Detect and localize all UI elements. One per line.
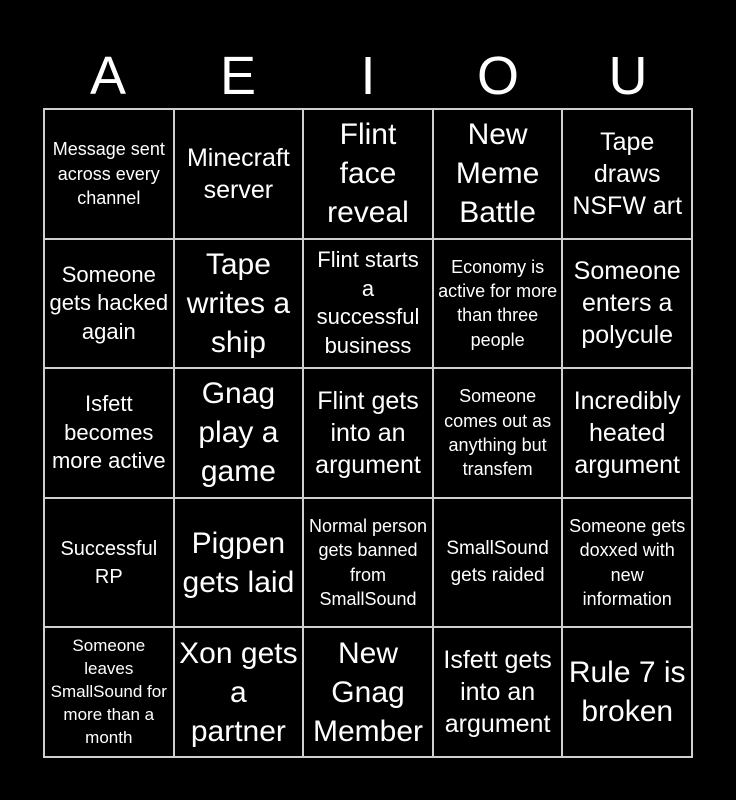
cell-text: Normal person gets banned from SmallSound <box>308 516 428 609</box>
bingo-cell[interactable] <box>303 627 433 757</box>
cell-text: Tape writes a ship <box>186 247 291 359</box>
bingo-cell[interactable] <box>433 627 563 757</box>
header-letter-e: E <box>219 46 257 106</box>
bingo-cell[interactable] <box>433 239 563 369</box>
bingo-cell[interactable] <box>562 627 692 757</box>
bingo-cell[interactable] <box>303 239 433 369</box>
bingo-board <box>43 108 693 758</box>
bingo-cell[interactable] <box>303 498 433 628</box>
bingo-cell[interactable] <box>174 627 304 757</box>
bingo-cell[interactable] <box>174 239 304 369</box>
bingo-cell[interactable] <box>174 109 304 239</box>
cell-text: Xon gets a partner <box>179 636 298 748</box>
cell-text: Flint starts a successful business <box>316 247 420 358</box>
bingo-cell[interactable] <box>174 368 304 498</box>
cell-text: Incredibly heated argument <box>573 386 681 479</box>
bingo-cell[interactable] <box>562 368 692 498</box>
bingo-cell[interactable] <box>303 368 433 498</box>
header-letter-o: O <box>476 46 519 106</box>
cell-text: Someone comes out as anything but transfem <box>444 386 552 480</box>
cell-text: Someone leaves SmallSound for more than a month <box>50 635 167 747</box>
cell-text: Successful RP <box>60 537 158 588</box>
cell-text: Flint gets into an argument <box>315 386 421 479</box>
bingo-header <box>43 44 693 108</box>
bingo-cell[interactable] <box>44 368 174 498</box>
header-letter-a: A <box>89 46 127 106</box>
bingo-cell[interactable] <box>303 109 433 239</box>
header-letter-i: I <box>360 46 376 106</box>
header-letter-u: U <box>608 46 648 106</box>
bingo-cell[interactable] <box>44 498 174 628</box>
cell-text: SmallSound gets raided <box>446 538 549 586</box>
bingo-cell[interactable] <box>174 498 304 628</box>
cell-text: Minecraft server <box>186 143 290 204</box>
bingo-cell[interactable] <box>44 627 174 757</box>
cell-text: Economy is active for more than three people <box>438 256 558 350</box>
bingo-cell[interactable] <box>433 109 563 239</box>
bingo-cell[interactable] <box>433 368 563 498</box>
cell-text: Tape draws NSFW art <box>572 127 683 220</box>
cell-text: Isfett gets into an argument <box>443 646 552 739</box>
cell-text: Isfett becomes more active <box>51 391 166 474</box>
cell-text: New Gnag Member <box>312 636 423 748</box>
bingo-cell[interactable] <box>44 239 174 369</box>
cell-text: Someone enters a polycule <box>573 257 681 350</box>
bingo-cell[interactable] <box>562 498 692 628</box>
bingo-cell[interactable] <box>562 239 692 369</box>
cell-text: Flint face reveal <box>327 118 409 230</box>
bingo-cell[interactable] <box>44 109 174 239</box>
bingo-cell[interactable] <box>433 498 563 628</box>
cell-text: Gnag play a game <box>198 377 279 489</box>
cell-text: Message sent across every channel <box>52 139 165 208</box>
bingo-cell[interactable] <box>562 109 692 239</box>
cell-text: New Meme Battle <box>455 118 540 230</box>
cell-text: Pigpen gets laid <box>182 526 295 599</box>
cell-text: Rule 7 is broken <box>568 656 686 729</box>
cell-text: Someone gets doxxed with new information <box>569 516 686 609</box>
cell-text: Someone gets hacked again <box>49 261 169 344</box>
